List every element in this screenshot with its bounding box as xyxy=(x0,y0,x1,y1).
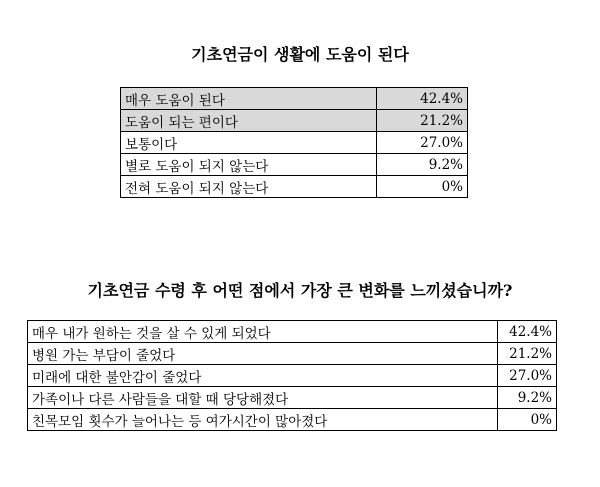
table-row xyxy=(28,387,557,409)
row-value: 42.4% xyxy=(377,88,468,110)
row-label: 매우 내가 원하는 것을 살 수 있게 되었다 xyxy=(28,321,498,343)
row-label: 미래에 대한 불안감이 줄었다 xyxy=(28,365,498,387)
table-row xyxy=(121,110,468,132)
section2-title: 기초연금 수령 후 어떤 점에서 가장 큰 변화를 느끼셨습니까? xyxy=(87,281,513,300)
table-row xyxy=(28,365,557,387)
row-label: 보통이다 xyxy=(121,132,377,154)
row-label: 병원 가는 부담이 줄었다 xyxy=(28,343,498,365)
row-label: 전혀 도움이 되지 않는다 xyxy=(121,176,377,198)
table-row xyxy=(121,88,468,110)
row-label: 가족이나 다른 사람들을 대할 때 당당해졌다 xyxy=(28,387,498,409)
row-value: 9.2% xyxy=(377,154,468,176)
row-label: 친목모임 횟수가 늘어나는 등 여가시간이 많아졌다 xyxy=(28,409,498,431)
table-row xyxy=(28,409,557,431)
table-row xyxy=(121,176,468,198)
table-row xyxy=(121,132,468,154)
row-value: 27.0% xyxy=(498,365,557,387)
row-value: 42.4% xyxy=(498,321,557,343)
row-value: 9.2% xyxy=(498,387,557,409)
helpfulness-table xyxy=(120,87,468,198)
row-value: 21.2% xyxy=(377,110,468,132)
row-value: 0% xyxy=(498,409,557,431)
table-row xyxy=(121,154,468,176)
row-label: 별로 도움이 되지 않는다 xyxy=(121,154,377,176)
row-label: 매우 도움이 된다 xyxy=(121,88,377,110)
row-value: 0% xyxy=(377,176,468,198)
change-table xyxy=(27,320,557,431)
section1-title: 기초연금이 생활에 도움이 된다 xyxy=(191,45,409,64)
table-row xyxy=(28,343,557,365)
row-value: 27.0% xyxy=(377,132,468,154)
row-value: 21.2% xyxy=(498,343,557,365)
row-label: 도움이 되는 편이다 xyxy=(121,110,377,132)
table-row xyxy=(28,321,557,343)
